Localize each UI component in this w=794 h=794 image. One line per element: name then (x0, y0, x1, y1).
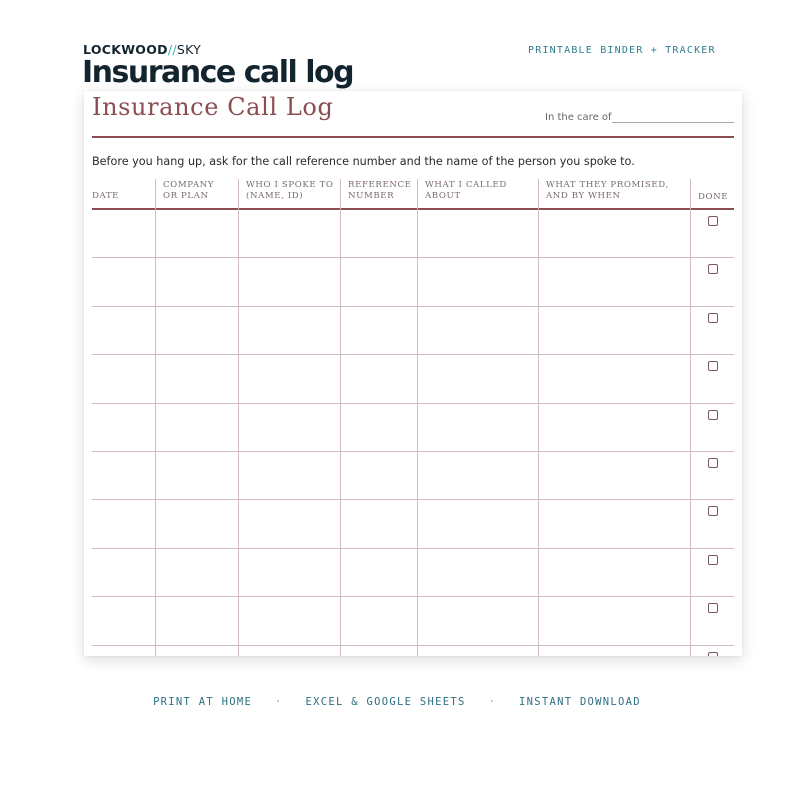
row-divider (92, 403, 734, 404)
column-divider (238, 179, 239, 656)
done-checkbox[interactable] (708, 506, 718, 516)
row-divider (92, 451, 734, 452)
footer-separator: · (488, 696, 497, 708)
column-divider (690, 179, 691, 656)
done-checkbox[interactable] (708, 264, 718, 274)
column-header-promised: WHAT THEY PROMISED, AND BY WHEN (546, 180, 669, 201)
brand-separator: // (167, 42, 177, 57)
column-header-company: COMPANY OR PLAN (163, 180, 215, 201)
footer-separator: · (275, 696, 283, 708)
column-header-reference: REFERENCE NUMBER (348, 180, 412, 201)
sheet-title: Insurance Call Log (92, 93, 334, 121)
product-title: Insurance call log (82, 55, 354, 90)
done-checkbox[interactable] (708, 361, 718, 371)
tagline: PRINTABLE BINDER + TRACKER (528, 45, 716, 56)
done-checkbox[interactable] (708, 603, 718, 613)
row-divider (92, 645, 734, 646)
column-divider (417, 179, 418, 656)
column-header-reason: WHAT I CALLED ABOUT (425, 180, 507, 201)
done-checkbox[interactable] (708, 313, 718, 323)
column-divider (340, 179, 341, 656)
footer-item-download: INSTANT DOWNLOAD (518, 696, 641, 708)
brand-name-light: SKY (176, 42, 202, 57)
column-divider (155, 179, 156, 656)
done-checkbox[interactable] (708, 410, 718, 420)
instruction-text: Before you hang up, ask for the call reference number and the name of the person you spoke to. (92, 155, 635, 168)
done-checkbox[interactable] (708, 216, 718, 226)
column-header-date: DATE (92, 191, 120, 201)
row-divider (92, 548, 734, 549)
row-divider (92, 306, 734, 307)
brand-name-bold: LOCKWOOD (83, 42, 168, 57)
done-checkbox[interactable] (708, 555, 718, 565)
done-checkbox[interactable] (708, 458, 718, 468)
printable-sheet (84, 91, 742, 656)
title-divider (92, 136, 734, 138)
row-divider (92, 596, 734, 597)
care-name-line[interactable] (612, 122, 734, 123)
row-divider (92, 257, 734, 258)
row-divider (92, 499, 734, 500)
done-checkbox[interactable] (708, 652, 718, 656)
header-divider (92, 208, 734, 210)
footer-item-print: PRINT AT HOME (153, 696, 253, 708)
column-header-done: DONE (698, 192, 729, 202)
footer-item-sheets: EXCEL & GOOGLE SHEETS (305, 696, 466, 708)
footer-features (0, 696, 794, 708)
column-header-contact: WHO I SPOKE TO (NAME, ID) (246, 180, 334, 201)
care-label: In the care of (545, 112, 612, 123)
column-divider (538, 179, 539, 656)
row-divider (92, 354, 734, 355)
